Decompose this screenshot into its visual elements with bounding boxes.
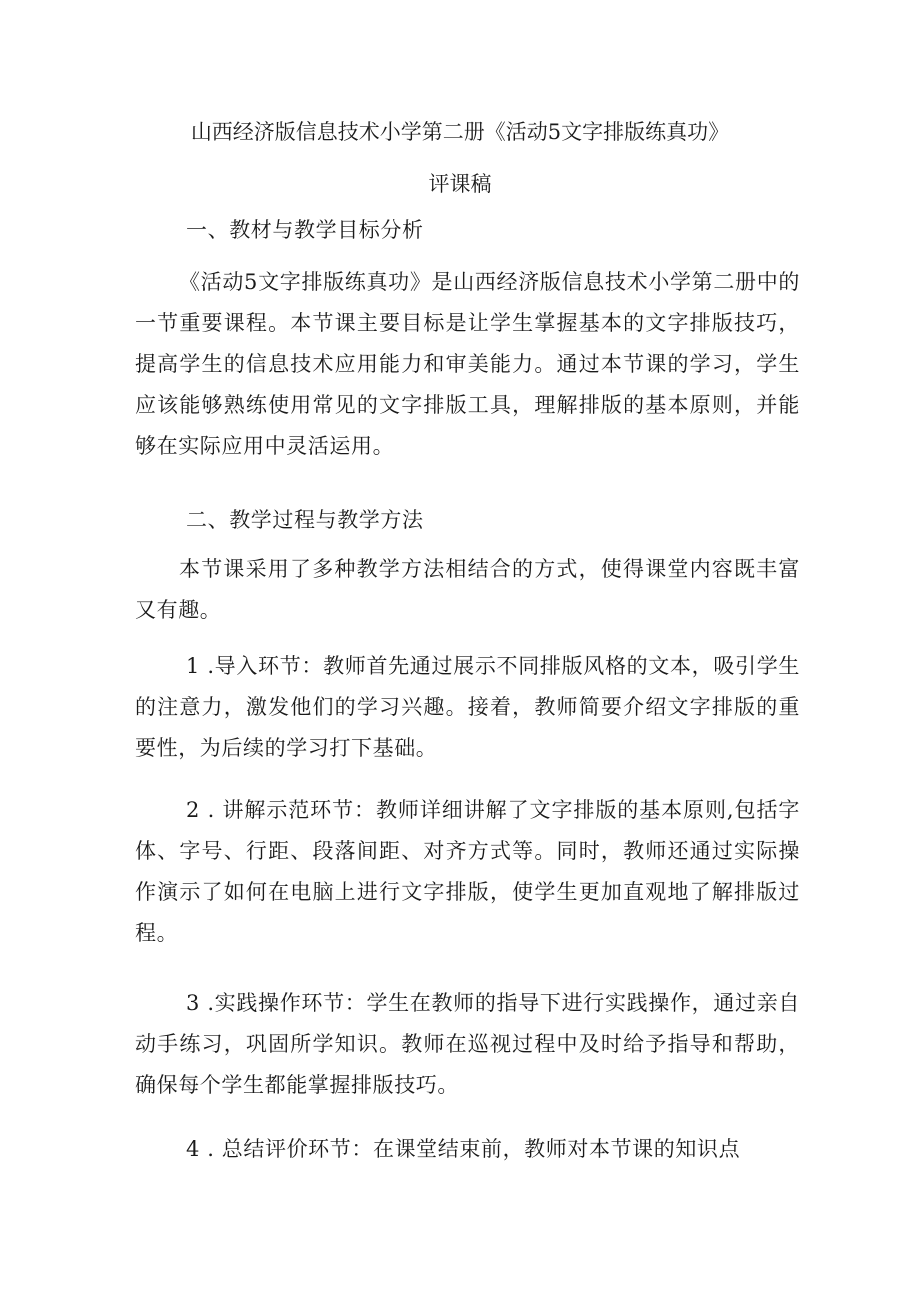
section1-heading: 一、教材与教学目标分析 xyxy=(186,218,424,242)
section2-heading: 二、教学过程与教学方法 xyxy=(186,508,424,532)
document-title: 山西经济版信息技术小学第二册《活动5文字排版练真功》 xyxy=(190,120,730,144)
list-item-1: 1 .导入环节：教师首先通过展示不同排版风格的文本，吸引学生的注意力，激发他们的学习兴趣。接着，教师简要介绍文字排版的重要性，为后续的学习打下基础。 xyxy=(135,654,800,760)
section2-intro: 本节课采用了多种教学方法相结合的方式，使得课堂内容既丰富又有趣。 xyxy=(135,557,800,622)
document-subtitle: 评课稿 xyxy=(428,172,492,196)
list-item-2: 2 . 讲解示范环节：教师详细讲解了文字排版的基本原则,包括字体、字号、行距、段落间距、对齐方式等。同时，教师还通过实际操作演示了如何在电脑上进行文字排版，使学生更加直观地了解排版过程。 xyxy=(135,798,800,945)
list-item-3: 3 .实践操作环节：学生在教师的指导下进行实践操作，通过亲自动手练习，巩固所学知识。教师在巡视过程中及时给予指导和帮助，确保每个学生都能掌握排版技巧。 xyxy=(135,991,800,1097)
section1-paragraph: 《活动5文字排版练真功》是山西经济版信息技术小学第二册中的一节重要课程。本节课主要目标是让学生掌握基本的文字排版技巧，提高学生的信息技术应用能力和审美能力。通过本节课的学习，学生应该能够熟练使用常见的文字排版工具，理解排版的基本原则，并能够在实际应用中灵活运用。 xyxy=(135,270,800,458)
list-item-4: 4 . 总结评价环节：在课堂结束前，教师对本节课的知识点 xyxy=(186,1137,741,1161)
